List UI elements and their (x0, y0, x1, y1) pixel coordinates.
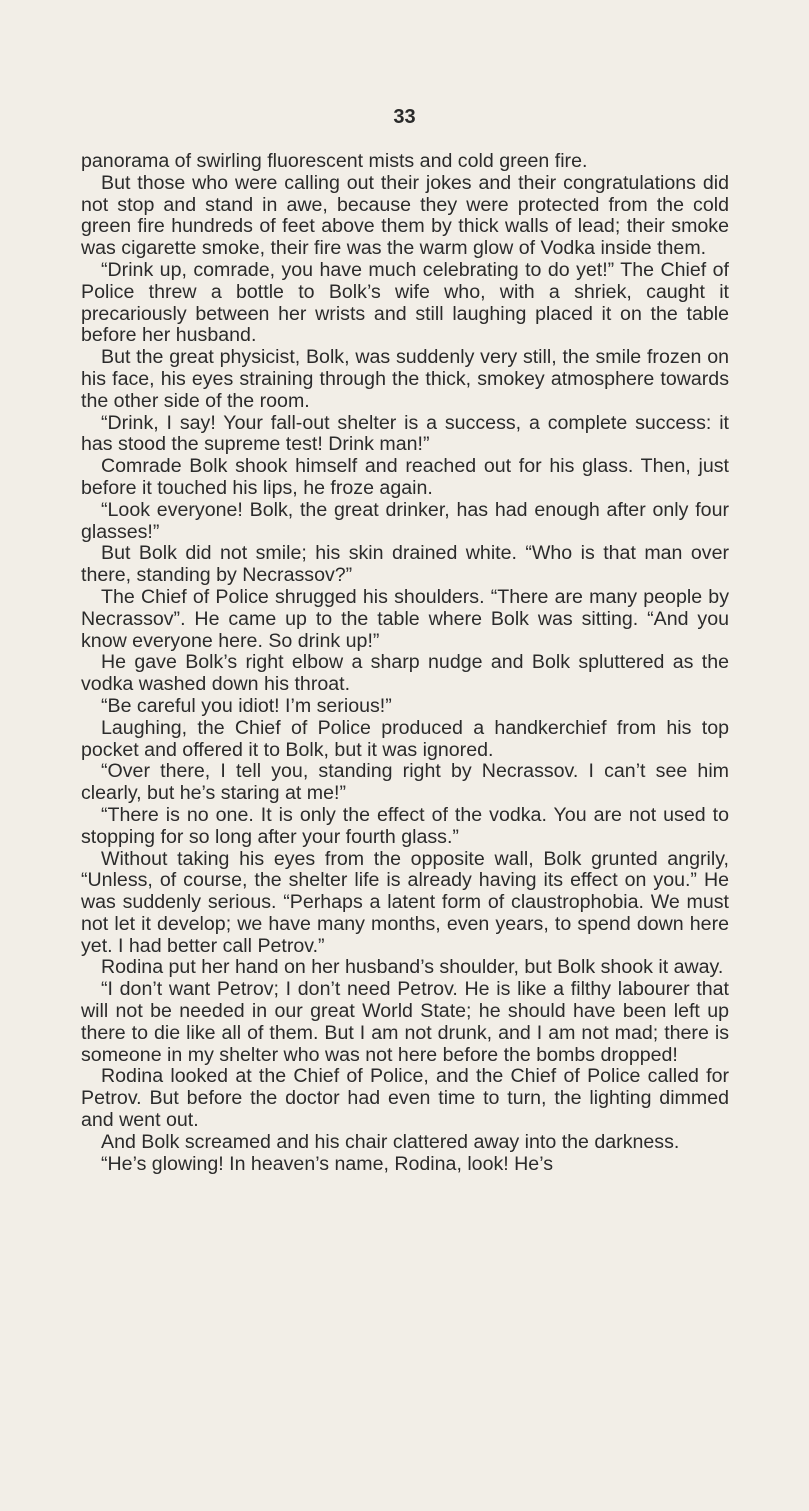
paragraph: “Over there, I tell you, standing right by Necrassov. I can’t see him clearly, but he’s staring at me!” (81, 760, 729, 805)
paragraph: Laughing, the Chief of Police produced a handkerchief from his top pocket and offered it to Bolk, but it was ignored. (81, 716, 729, 761)
paragraph: “I don’t want Petrov; I don’t need Petrov. He is like a filthy labourer that will not be needed in our great World State; he should have been left up there to die like all of them. But I am not drunk, and I am not mad; there is someone in my shelter who was not here before the bombs dropped! (81, 978, 729, 1066)
paragraph: Comrade Bolk shook himself and reached out for his glass. Then, just before it touched his lips, he froze again. (81, 455, 729, 499)
page-number: 33 (393, 106, 416, 128)
paragraph: But Bolk did not smile; his skin drained white. “Who is that man over there, standing by Necrassov?” (81, 542, 729, 587)
paragraph: “Be careful you idiot! I’m serious!” (101, 694, 392, 717)
paragraph: “Drink, I say! Your fall-out shelter is a success, a complete success: it has stood the supreme test! Drink man!” (81, 411, 729, 456)
body-text (81, 151, 729, 1175)
paragraph: “There is no one. It is only the effect of the vodka. You are not used to stopping for so long after your fourth glass.” (81, 803, 729, 848)
paragraph: Rodina put her hand on her husband’s shoulder, but Bolk shook it away. (101, 956, 724, 979)
paragraph: But the great physicist, Bolk, was suddenly very still, the smile frozen on his face, his eyes straining through the thick, smokey atmosphere towards the other side of the room. (81, 346, 729, 412)
paragraph: “Look everyone! Bolk, the great drinker, has had enough after only four glasses!” (81, 498, 729, 543)
paragraph: “He’s glowing! In heaven’s name, Rodina, look! He’s (101, 1152, 554, 1175)
paragraph: Without taking his eyes from the opposite wall, Bolk grunted angrily, “Unless, of course, the shelter life is already having its effect on you.” He was suddenly serious. “Perhaps a latent form of claustrophobia. We must not let it develop; we have many months, even years, to spend down here yet. I had better call Petrov.” (81, 847, 729, 957)
paragraph: “Drink up, comrade, you have much celebrating to do yet!” The Chief of Police threw a bottle to Bolk’s wife who, with a shriek, caught it precariously between her wrists and still laughing placed it on the table before her husband. (81, 258, 729, 347)
paragraph: He gave Bolk’s right elbow a sharp nudge and Bolk spluttered as the vodka washed down his throat. (81, 651, 729, 696)
paragraph: And Bolk screamed and his chair clattered away into the darkness. (101, 1130, 680, 1153)
paragraph: The Chief of Police shrugged his shoulders. “There are many people by Necrassov”. He came up to the table where Bolk was sitting. “And you know everyone here. So drink up!” (81, 585, 729, 652)
paragraph: But those who were calling out their jokes and their congratulations did not stop and stand in awe, because they were protected from the cold green fire hundreds of feet above them by thick walls of lead; their smoke was cigarette smoke, their fire was the warm glow of Vodka inside them. (81, 171, 729, 260)
paragraph: panorama of swirling fluorescent mists and cold green fire. (81, 150, 588, 172)
paragraph: Rodina looked at the Chief of Police, and the Chief of Police called for Petrov. But before the doctor had even time to turn, the lighting dimmed and went out. (81, 1065, 729, 1132)
